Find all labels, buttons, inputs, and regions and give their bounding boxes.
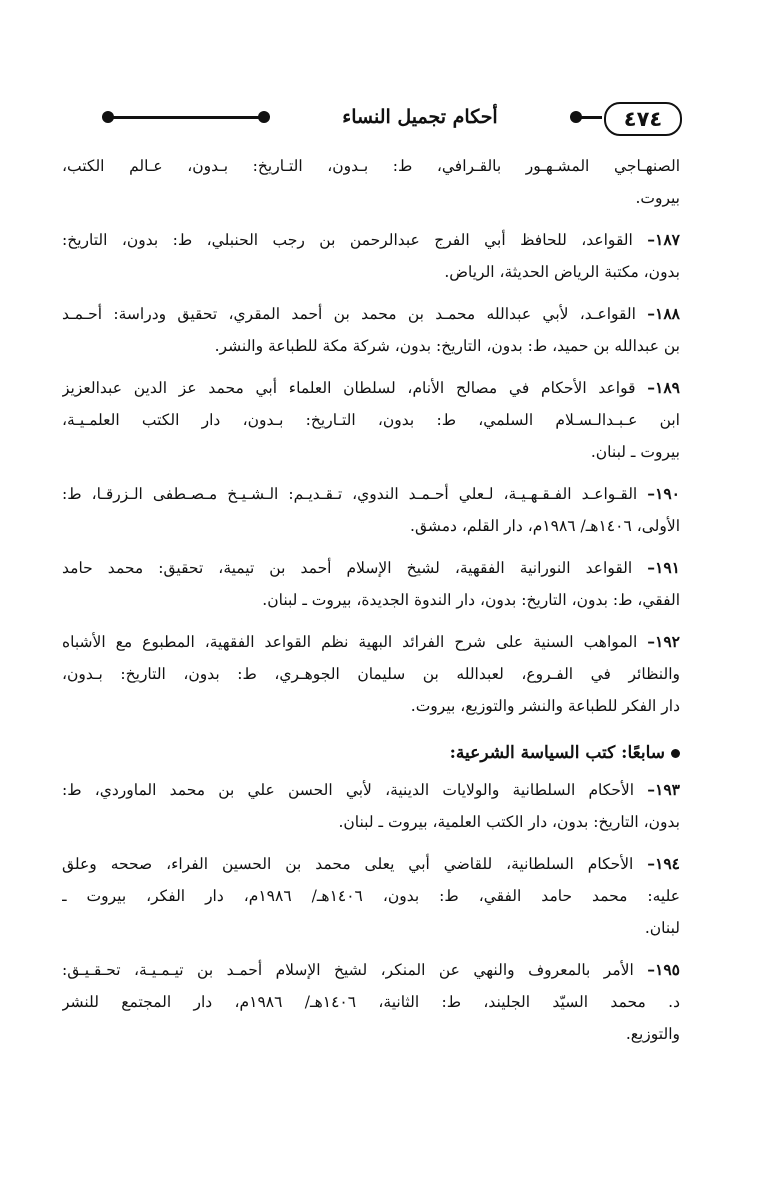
entry-number: ١٨٩–	[647, 378, 680, 397]
entry-line: بدون، التاريخ: بدون، دار الكتب العلمية، بيروت ـ لبنان.	[338, 813, 680, 831]
bibliography-entry	[62, 478, 680, 542]
entry-line: الأولى، ١٤٠٦هـ/ ١٩٨٦م، دار القلم، دمشق.	[410, 517, 680, 535]
entry-number: ١٩٢–	[647, 632, 680, 651]
entry-line: القـواعـد الفـقـهـيـة، لـعلي أحـمـد الندوي، تـقـديـم: الـشـيـخ مـصـطفى الـزرقـا، ط:	[62, 485, 638, 503]
entry-number: ١٩٠–	[647, 484, 680, 503]
entry-number: ١٩٣–	[647, 780, 680, 799]
bibliography-body	[62, 150, 680, 1050]
entry-line: بدون، مكتبة الرياض الحديثة، الرياض.	[444, 263, 680, 281]
entry-line: دار الفكر للطباعة والنشر والتوزيع، بيروت.	[410, 697, 680, 715]
bibliography-entry	[62, 848, 680, 944]
section-heading	[62, 736, 680, 770]
bibliography-entry	[62, 372, 680, 468]
entry-number: ١٩٥–	[647, 960, 680, 979]
entry-line: د. محمد السيّد الجليند، ط: الثانية، ١٤٠٦هـ/ ١٩٨٦م، دار المجتمع للنشر	[62, 993, 680, 1011]
continued-entry	[62, 150, 680, 214]
entry-number: ١٩١–	[647, 558, 680, 577]
entry-line: الأحكام السلطانية والولايات الدينية، لأبي الحسن علي بن محمد الماوردي، ط:	[62, 781, 635, 799]
section-heading-text: سابعًا: كتب السياسة الشرعية:	[449, 743, 665, 763]
entry-number: ١٩٤–	[647, 854, 680, 873]
page-number: ٤٧٤	[604, 102, 682, 136]
entry-line: الأحكام السلطانية، للقاضي أبي يعلى محمد بن الحسين الفراء، صححه وعلق	[62, 855, 634, 873]
bibliography-entry	[62, 954, 680, 1050]
running-header	[52, 100, 682, 140]
entry-line: الفقي، ط: بدون، التاريخ: بدون، دار الندوة الجديدة، بيروت ـ لبنان.	[262, 591, 680, 609]
entry-number: ١٨٧–	[647, 230, 680, 249]
entry-line: بيروت.	[635, 189, 680, 207]
entry-line: الصنهـاجي المشـهـور بالقـرافي، ط: بـدون، التـاريخ: بـدون، عـالم الكتب،	[62, 157, 680, 175]
book-title: أحكام تجميل النساء	[342, 106, 498, 128]
entry-line: بن عبدالله بن حميد، ط: بدون، التاريخ: بدون، شركة مكة للطباعة والنشر.	[214, 337, 680, 355]
bibliography-entry	[62, 224, 680, 288]
header-rule-left	[112, 116, 262, 119]
entry-line: عليه: محمد حامد الفقي، ط: بدون، ١٤٠٦هـ/ ١٩٨٦م، دار الفكر، بيروت ـ	[62, 887, 680, 905]
entry-number: ١٨٨–	[647, 304, 680, 323]
entry-line: بيروت ـ لبنان.	[590, 443, 680, 461]
entry-line: الأمر بالمعروف والنهي عن المنكر، لشيخ الإسلام أحمـد بن تيـمـيـة، تحـقـيـق:	[62, 961, 634, 979]
entry-line: القواعـد، لأبي عبدالله محمـد بن محمد بن أحمد المقري، تحقيق ودراسة: أحـمـد	[62, 305, 636, 323]
entry-line: لبنان.	[644, 919, 680, 937]
entry-line: والتوزيع.	[625, 1025, 680, 1043]
header-dot	[570, 111, 582, 123]
bibliography-entry	[62, 298, 680, 362]
entry-line: قواعد الأحكام في مصالح الأنام، لسلطان العلماء أبي محمد عز الدين عبدالعزيز	[62, 379, 636, 397]
entry-line: القواعد النورانية الفقهية، لشيخ الإسلام أحمد بن تيمية، تحقيق: محمد حامد	[62, 559, 633, 577]
entry-line: القواعد، للحافظ أبي الفرج عبدالرحمن بن رجب الحنبلي، ط: بدون، التاريخ:	[62, 231, 633, 249]
bibliography-entry	[62, 774, 680, 838]
bibliography-entry	[62, 552, 680, 616]
entry-line: والنظائر في الفـروع، لعبدالله بن سليمان الجوهـري، ط: بدون، التاريخ: بـدون،	[62, 665, 680, 683]
bullet-icon	[671, 749, 680, 758]
entry-line: المواهب السنية على شرح الفرائد البهية نظم القواعد الفقهية، المطبوع مع الأشباه	[62, 633, 638, 651]
header-rule-right	[580, 116, 602, 119]
header-dot	[102, 111, 114, 123]
bibliography-entry	[62, 626, 680, 722]
entry-line: ابن عـبـدالـسـلام السلمي، ط: بدون، التـاريخ: بـدون، دار الكتب العلمـيـة،	[62, 411, 680, 429]
